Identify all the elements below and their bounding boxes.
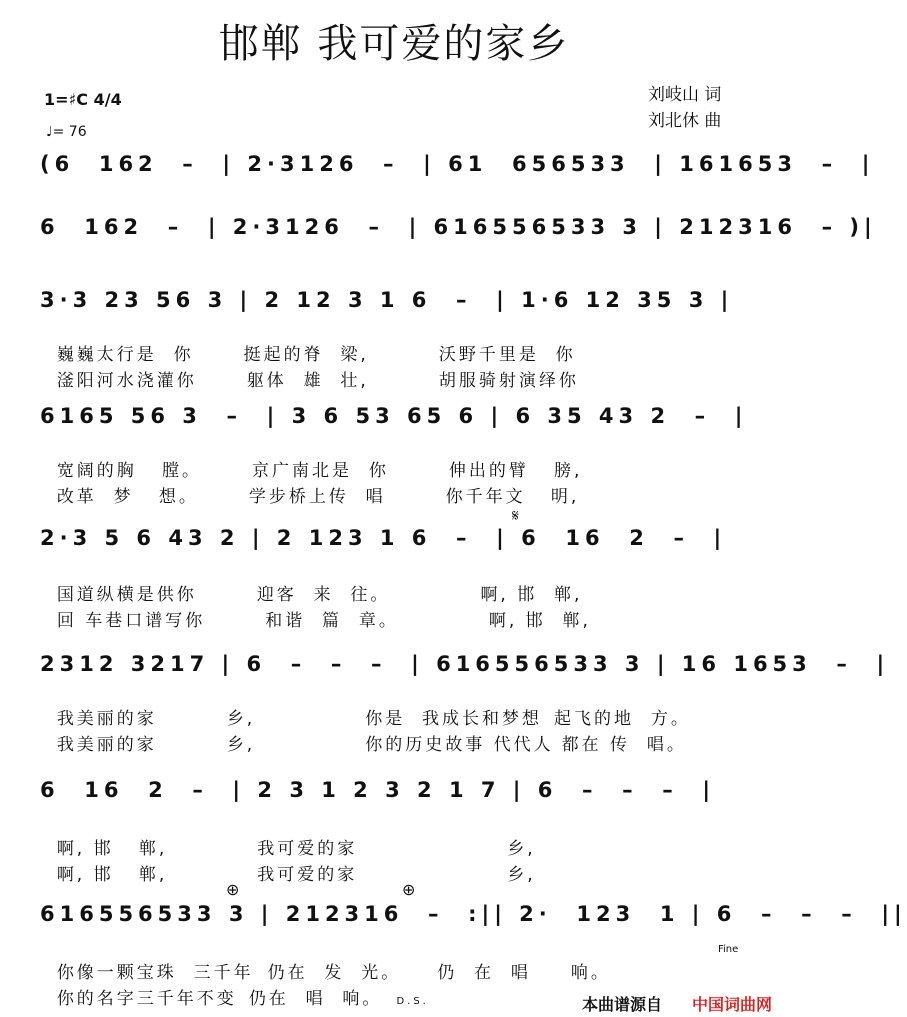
lyric-phrase: 仍 在 唱	[437, 963, 531, 983]
lyric-row-4	[40, 462, 579, 507]
score-line-8: 616556533 3 | 212316 – :|| 2· 123 1 | 6 – – – ||	[40, 902, 907, 926]
lyric-phrase: 巍巍太行是 你	[56, 345, 194, 365]
lyric-phrase: 回 车巷口谱写你	[56, 611, 206, 631]
segno-mark: 𝄋	[512, 506, 519, 525]
score-line-3: 3·3 23 56 3 | 2 12 3 1 6 – | 1·6 12 35 3 |	[40, 288, 734, 312]
lyric-phrase: 乡,	[507, 839, 536, 859]
score-line-2: 6 162 – | 2·3126 – | 616556533 3 | 212316 – )|	[40, 215, 877, 239]
lyric-phrase: 你的历史故事 代代人	[365, 735, 554, 755]
lyric-row-12	[40, 964, 429, 1009]
score-line-5: 2·3 5 6 43 2 | 2 123 1 6 – | 6 16 2 – |	[40, 526, 727, 550]
site-link[interactable]: 中国词曲网	[692, 995, 773, 1014]
lyric-phrase: 滏阳河水浇灌你	[56, 371, 197, 391]
lyric-phrase: 都在 传 唱。	[561, 735, 687, 755]
lyric-phrase: 沃野千里是 你	[438, 345, 576, 365]
lyric-phrase: 我可爱的家	[257, 865, 358, 885]
lyric-phrase: 京广南北是 你	[252, 461, 389, 481]
fine-mark: Fine	[718, 944, 739, 955]
lyric-phrase: 躯体 雄 壮,	[246, 371, 369, 391]
lyric-phrase: 学步桥上传 唱	[248, 487, 386, 507]
tempo-marking: ♩= 76	[46, 124, 87, 140]
key-signature: 1=♯C 4/4	[44, 90, 122, 109]
lyricist-credit: 刘岐山 词	[648, 85, 722, 105]
score-line-6: 2312 3217 | 6 – – – | 616556533 3 | 16 1653 – |	[40, 652, 890, 676]
lyric-phrase: 你千年文 明,	[445, 487, 580, 507]
lyric-phrase: 你是 我成长和梦想	[365, 709, 543, 729]
lyric-row-10	[40, 840, 536, 885]
coda-mark: ⊕	[226, 880, 240, 899]
lyric-phrase: 改革 梦 想。	[56, 487, 199, 507]
ds-mark: D.S.	[396, 996, 429, 1007]
lyric-phrase: 乡,	[226, 735, 256, 755]
lyric-phrase: 仍在 发 光。	[267, 963, 402, 983]
lyric-phrase: 挺起的脊 梁,	[243, 345, 369, 365]
lyric-row-6	[40, 586, 591, 631]
lyric-phrase: 啊, 邯 郸,	[56, 839, 168, 859]
lyric-row-8	[40, 710, 687, 755]
lyric-phrase: 国道纵横是供你	[56, 585, 197, 605]
lyric-phrase: 啊, 邯 郸,	[480, 585, 583, 605]
score-line-7: 6 16 2 – | 2 3 1 2 3 2 1 7 | 6 – – – |	[40, 778, 716, 802]
score-line-1: (6 162 – | 2·3126 – | 61 656533 | 161653 – |	[40, 152, 875, 176]
lyric-phrase: 你的名字三千年不变	[56, 989, 237, 1009]
lyric-row-2	[40, 346, 579, 391]
lyric-phrase: 乡,	[226, 709, 256, 729]
coda-mark: ⊕	[402, 880, 416, 899]
lyric-phrase: 和谐 篇 章。	[265, 611, 399, 631]
lyric-phrase: 胡服骑射演绎你	[438, 371, 579, 391]
lyric-phrase: 宽阔的胸 膛。	[56, 461, 203, 481]
lyric-phrase: 伸出的臂 膀,	[448, 461, 583, 481]
source-label: 本曲谱源自	[582, 995, 663, 1014]
lyric-phrase: 啊, 邯 郸,	[488, 611, 591, 631]
lyric-phrase: 啊, 邯 郸,	[56, 865, 168, 885]
score-line-4: 6165 56 3 – | 3 6 53 65 6 | 6 35 43 2 – |	[40, 404, 748, 428]
lyric-phrase: 我可爱的家	[257, 839, 358, 859]
page-title: 邯郸 我可爱的家乡	[218, 21, 570, 67]
lyric-phrase: 你像一颗宝珠 三千年	[56, 963, 254, 983]
lyric-phrase: 我美丽的家	[56, 709, 157, 729]
lyric-phrase: 起飞的地 方。	[554, 709, 691, 729]
lyric-phrase: 迎客 来 往。	[256, 585, 391, 605]
lyric-phrase: 响。	[570, 963, 611, 983]
lyric-phrase: 我美丽的家	[56, 735, 157, 755]
composer-credit: 刘北休 曲	[648, 111, 722, 131]
lyric-phrase: 乡,	[507, 865, 536, 885]
lyric-phrase: 仍在 唱 响。	[248, 989, 383, 1009]
